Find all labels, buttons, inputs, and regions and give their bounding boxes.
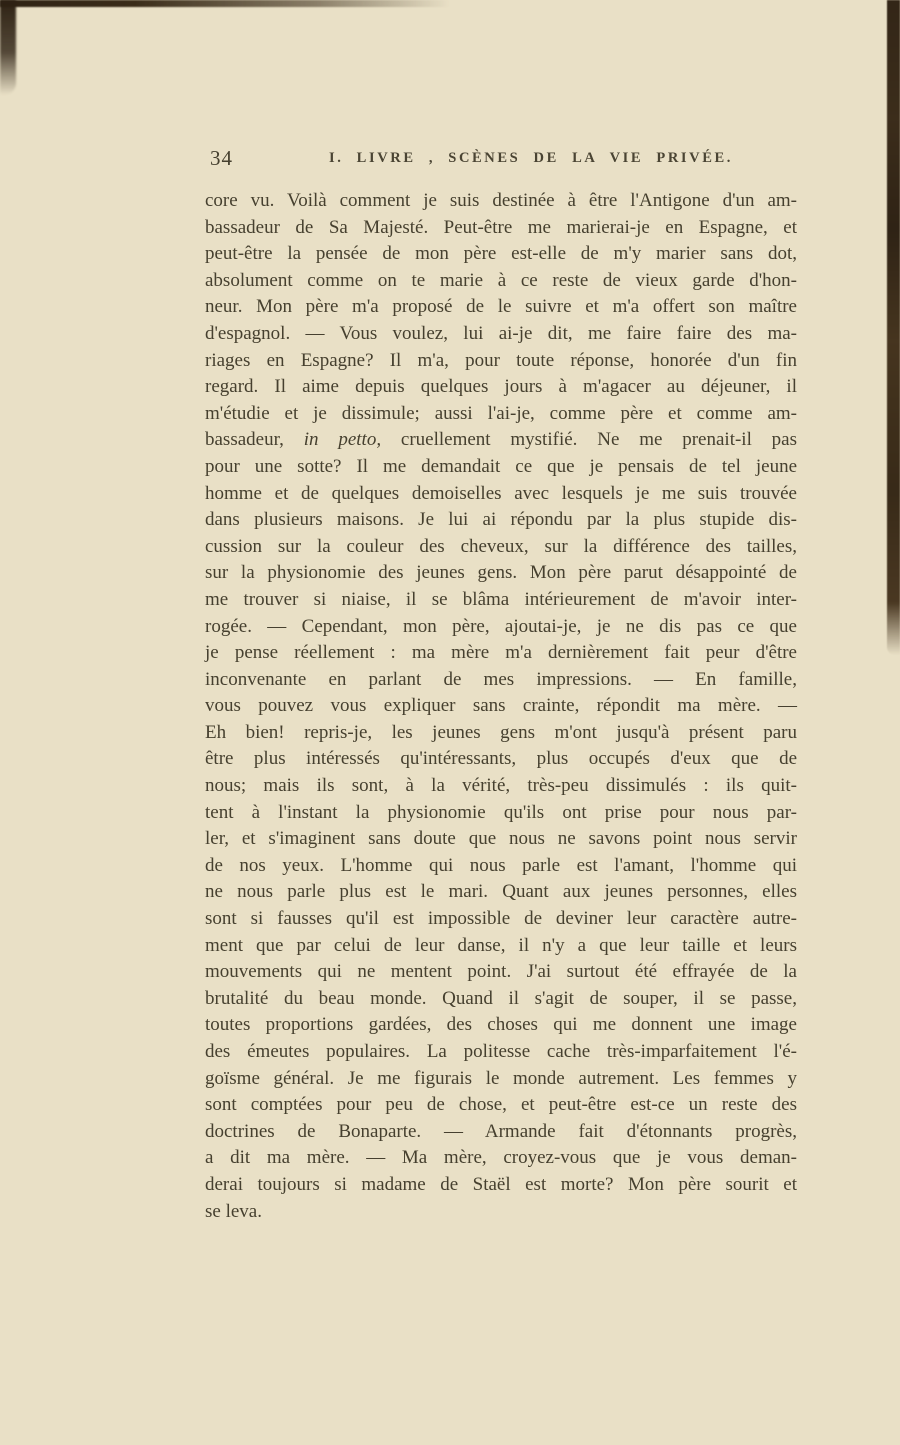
text-line: se leva. (205, 1200, 262, 1222)
text-line: peut-être la pensée de mon père est-elle de m'y marier sans dot, (205, 243, 797, 265)
text-line: riages en Espagne? Il m'a, pour toute réponse, honorée d'un fin (205, 349, 797, 371)
text-line: rogée. — Cependant, mon père, ajoutai-je, je ne dis pas ce que (205, 615, 797, 637)
text-line: regard. Il aime depuis quelques jours à m'agacer au déjeuner, il (205, 376, 797, 398)
text-line: vous pouvez vous expliquer sans crainte, répondit ma mère. — (205, 695, 797, 717)
text-line: dans plusieurs maisons. Je lui ai répondu par la plus stupide dis- (205, 509, 797, 531)
text-line: goïsme général. Je me figurais le monde autrement. Les femmes y (205, 1067, 797, 1089)
text-line: d'espagnol. — Vous voulez, lui ai-je dit, me faire faire des ma- (205, 322, 797, 344)
text-line: me trouver si niaise, il se blâma intérieurement de m'avoir inter- (205, 588, 797, 610)
text-line: brutalité du beau monde. Quand il s'agit de souper, il se passe, (205, 987, 797, 1009)
text-line: ment que par celui de leur danse, il n'y a que leur taille et leurs (205, 934, 797, 956)
text-line: sont si fausses qu'il est impossible de deviner leur caractère autre- (205, 908, 797, 930)
text-line: pour une sotte? Il me demandait ce que je pensais de tel jeune (205, 455, 797, 477)
text-line: je pense réellement : ma mère m'a dernièrement fait peur d'être (205, 642, 797, 664)
text-line: de nos yeux. L'homme qui nous parle est l'amant, l'homme qui (205, 854, 797, 876)
text-line: cussion sur la couleur des cheveux, sur la différence des tailles, (205, 535, 797, 557)
text-line: bassadeur de Sa Majesté. Peut-être me marierai-je en Espagne, et (205, 216, 797, 238)
text-line: m'étudie et je dissimule; aussi l'ai-je, comme père et comme am- (205, 402, 797, 424)
text-line: ler, et s'imaginent sans doute que nous ne savons point nous servir (205, 828, 797, 850)
text-line: sont comptées pour peu de chose, et peut-être est-ce un reste des (205, 1094, 797, 1116)
text-line: bassadeur, in petto, cruellement mystifié. Ne me prenait-il pas (205, 429, 797, 451)
scan-corner-top-left (0, 0, 16, 95)
text-line: Eh bien! repris-je, les jeunes gens m'ont jusqu'à présent paru (205, 721, 797, 743)
running-header: I. LIVRE , SCÈNES DE LA VIE PRIVÉE. (328, 150, 734, 166)
page-header (205, 146, 797, 172)
text-line: core vu. Voilà comment je suis destinée à être l'Antigone d'un am- (205, 190, 797, 211)
text-line: homme et de quelques demoiselles avec lesquels je me suis trouvée (205, 482, 797, 504)
text-line: a dit ma mère. — Ma mère, croyez-vous que je vous deman- (205, 1147, 797, 1169)
text-line: être plus intéressés qu'intéressants, plus occupés d'eux que de (205, 748, 797, 770)
text-line: absolument comme on te marie à ce reste de vieux garde d'hon- (205, 269, 797, 291)
text-line: des émeutes populaires. La politesse cache très-imparfaitement l'é- (205, 1041, 797, 1062)
text-line: nous; mais ils sont, à la vérité, très-peu dissimulés : ils quit- (205, 775, 797, 797)
text-line: doctrines de Bonaparte. — Armande fait d'étonnants progrès, (205, 1120, 797, 1142)
body-text (205, 188, 797, 1225)
text-line: sur la physionomie des jeunes gens. Mon père parut désappointé de (205, 562, 797, 584)
text-line: tent à l'instant la physionomie qu'ils ont prise pour nous par- (205, 801, 797, 823)
text-line: neur. Mon père m'a proposé de le suivre et m'a offert son maître (205, 296, 797, 318)
scan-edge-top (0, 0, 450, 7)
text-line: mouvements qui ne mentent point. J'ai surtout été effrayée de la (205, 961, 797, 983)
text-line: derai toujours si madame de Staël est morte? Mon père sourit et (205, 1173, 797, 1195)
page-number: 34 (210, 146, 233, 170)
scan-edge-right (887, 0, 900, 655)
text-line: inconvenante en parlant de mes impressions. — En famille, (205, 668, 797, 690)
text-line: toutes proportions gardées, des choses qui me donnent une image (205, 1014, 797, 1036)
text-line: ne nous parle plus est le mari. Quant aux jeunes personnes, elles (205, 881, 797, 903)
